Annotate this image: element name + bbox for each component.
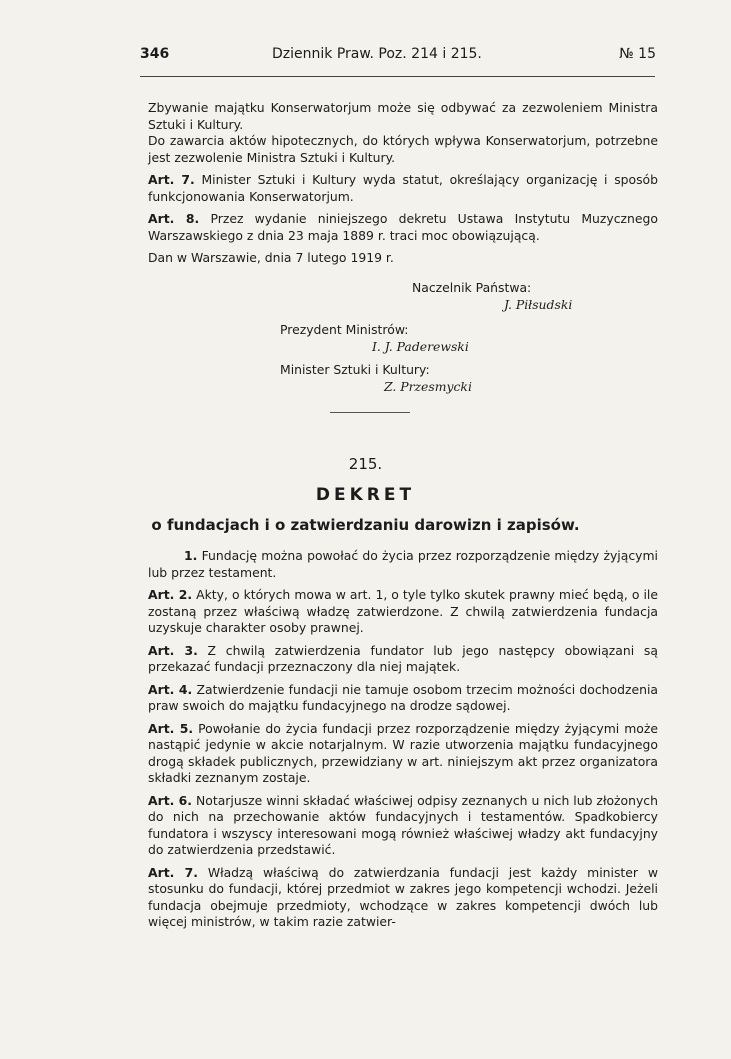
article-label: Art. 7. <box>148 172 195 187</box>
article-8 <box>148 211 658 244</box>
decree-body <box>148 548 658 931</box>
journal-title: Dziennik Praw. Poz. 214 i 215. <box>272 46 482 62</box>
paragraph <box>148 100 658 133</box>
article-label: Art. 7. <box>148 864 198 880</box>
article-label: Art. 3. <box>148 642 198 658</box>
article-5 <box>148 721 658 787</box>
issue-number: № 15 <box>619 46 656 62</box>
header-rule <box>140 76 655 77</box>
article-text: Notarjusze winni składać właściwej odpisy zeznanych u nich lub złożonych do nich na przechowanie aktów fundacyjnych i testamentów. Spadkobiercy fundatora i wszyscy interesowani mogą również właściwej władzy akt fundacyjny do zatwierdzenia przedstawić. <box>148 792 658 857</box>
article-7 <box>148 865 658 931</box>
paragraph-text: Zbywanie majątku Konserwatorjum może się odbywać za zezwoleniem Ministra Sztuki i Kultury. <box>148 100 658 132</box>
signature-minister <box>280 362 472 395</box>
signature-title: Prezydent Ministrów: <box>280 322 409 337</box>
date-line: Dan w Warszawie, dnia 7 lutego 1919 r. <box>148 250 394 265</box>
article-text: Władzą właściwą do zatwierdzania fundacji jest każdy minister w stosunku do fundacji, której przedmiot w zakres jego kompetencji wchodzi. Jeżeli fundacja obejmuje przedmioty, wchodzące w zakres kompetencji dwóch lub więcej ministrów, w takim razie zatwier- <box>148 864 658 929</box>
article-label: Art. 4. <box>148 681 193 697</box>
article-4 <box>148 682 658 715</box>
article-label: 1. <box>184 548 198 563</box>
article-label: Art. 2. <box>148 587 193 602</box>
signature-name: I. J. Paderewski <box>372 338 469 354</box>
article-text: Akty, o których mowa w art. 1, o tyle tylko skutek prawny mieć będą, o ile zostaną przez właściwą władzę zatwierdzone. Z chwilą zatwierdzenia fundacja uzyskuje charakter osoby prawnej. <box>148 587 658 635</box>
article-2 <box>148 587 658 637</box>
paragraph-text: Do zawarcia aktów hipotecznych, do których wpływa Konserwatorjum, potrzebne jest zezwolenie Ministra Sztuki i Kultury. <box>148 133 658 165</box>
article-7 <box>148 172 658 205</box>
article-1 <box>148 548 658 581</box>
signature-name: J. Piłsudski <box>504 296 573 312</box>
article-text: Zatwierdzenie fundacji nie tamuje osobom trzecim możności dochodzenia praw swoich do majątku fundacyjnego na drodze sądowej. <box>148 681 658 713</box>
page-header <box>140 46 656 70</box>
decree-subtitle: o fundacjach i o zatwierdzaniu darowizn i zapisów. <box>151 516 580 534</box>
signature-title: Naczelnik Państwa: <box>412 280 532 295</box>
article-text: Przez wydanie niniejszego dekretu Ustawa Instytutu Muzycznego Warszawskiego z dnia 23 maja 1889 r. traci moc obowiązującą. <box>148 211 658 243</box>
article-3 <box>148 643 658 676</box>
article-label: Art. 6. <box>148 792 193 808</box>
signature-title: Minister Sztuki i Kultury: <box>280 362 430 377</box>
section-divider <box>330 412 410 413</box>
signature-head-of-state <box>412 280 572 313</box>
paragraph <box>148 133 658 166</box>
signature-name: Z. Przesmycki <box>384 378 472 394</box>
article-label: Art. 8. <box>148 211 200 226</box>
page-number: 346 <box>140 46 170 62</box>
signature-prime-minister <box>280 322 469 355</box>
article-text: Z chwilą zatwierdzenia fundator lub jego następcy obowiązani są przekazać fundacji przeznaczony dla niej majątek. <box>148 642 658 674</box>
decree-number: 215. <box>348 455 383 473</box>
decree-heading: DEKRET <box>315 485 416 505</box>
article-text: Powołanie do życia fundacji przez rozporządzenie między żyjącymi może nastąpić jedynie w akcie notarjalnym. W razie utworzenia majątku fundacyjnego drogą składek publicznych, przewidziany w art. niniejszym akt przez organizatora składki zeznanym zostaje. <box>148 720 658 785</box>
article-text: Fundację można powołać do życia przez rozporządzenie między żyjącymi lub przez testament. <box>148 548 658 580</box>
article-6 <box>148 793 658 859</box>
article-text: Minister Sztuki i Kultury wyda statut, określający organizację i sposób funkcjonowania Konserwatorjum. <box>148 172 658 204</box>
previous-decree-ending <box>148 100 658 267</box>
article-label: Art. 5. <box>148 720 194 736</box>
